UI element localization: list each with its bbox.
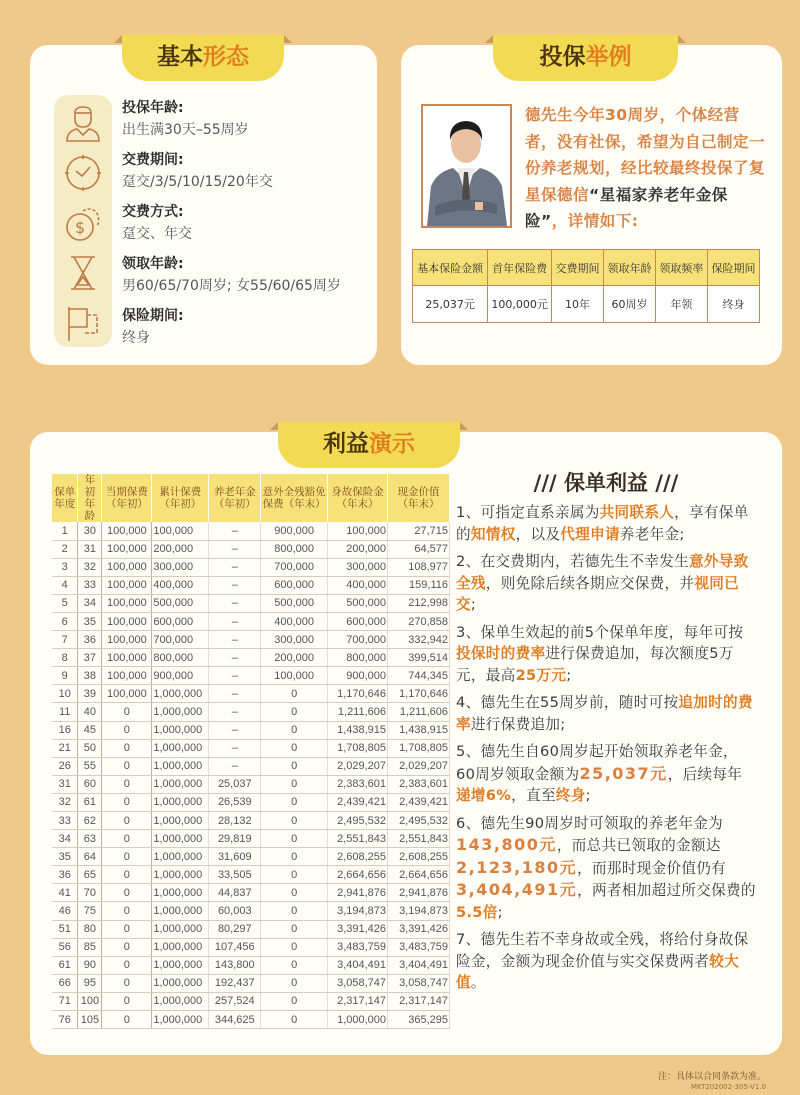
- table-cell: 3,058,747: [328, 974, 388, 992]
- table-cell: 2,495,532: [388, 812, 450, 830]
- table-cell: 600,000: [328, 612, 388, 630]
- table-cell: 5: [52, 594, 78, 612]
- table-row: [52, 938, 450, 956]
- table-cell: 257,524: [209, 992, 261, 1010]
- table-cell: 1,000,000: [152, 866, 209, 884]
- table-cell: 55: [78, 757, 102, 775]
- table-row: [52, 884, 450, 902]
- table-cell: –: [209, 594, 261, 612]
- table-cell: 11: [52, 703, 78, 721]
- table-cell: –: [209, 757, 261, 775]
- example-title: 投保举例: [493, 35, 678, 81]
- table-cell: 0: [261, 685, 328, 703]
- policy-benefits: [456, 467, 756, 1000]
- table-cell: 400,000: [261, 612, 328, 630]
- table-cell: 2,551,843: [388, 830, 450, 848]
- table-cell: 71: [52, 992, 78, 1010]
- policy-benefits-list: [456, 502, 756, 994]
- basic-item-entry-age: 投保年龄: 出生满30天–55周岁: [122, 100, 249, 138]
- benefit-item: 2、在交费期内，若德先生不幸发生意外导致全残，则免除后续各期应交保费，并视同已交;: [456, 553, 749, 613]
- table-cell: 100,000: [152, 522, 209, 540]
- benefit-item: 7、德先生若不幸身故或全残，将给付身故保险金，金额为现金价值与实交保费两者较大值。: [456, 931, 749, 991]
- table-cell: 1,000,000: [152, 685, 209, 703]
- benefit-item: 1、可指定直系亲属为共同联系人，享有保单的知情权，以及代理申请养老年金;: [456, 504, 749, 543]
- basic-item-payment-method: 交费方式: 趸交、年交: [122, 204, 192, 242]
- table-cell: 900,000: [328, 667, 388, 685]
- basic-item-claim-age: 领取年龄: 男60/65/70周岁; 女55/60/65周岁: [122, 256, 341, 294]
- table-cell: 700,000: [328, 631, 388, 649]
- policy-benefits-title: /// 保单利益 ///: [533, 471, 679, 495]
- table-cell: 0: [261, 956, 328, 974]
- table-cell: 300,000: [152, 558, 209, 576]
- table-cell: 0: [261, 920, 328, 938]
- plan-summary-table: [412, 249, 760, 323]
- table-cell: 2,383,601: [388, 775, 450, 793]
- table-cell: 100,000: [102, 576, 152, 594]
- table-cell: 0: [261, 1011, 328, 1029]
- table-cell: 200,000: [152, 540, 209, 558]
- table-cell: 44,837: [209, 884, 261, 902]
- table-cell: 0: [261, 721, 328, 739]
- table-row: [52, 522, 450, 540]
- example-card: [401, 45, 782, 365]
- table-cell: –: [209, 576, 261, 594]
- table-cell: 0: [102, 775, 152, 793]
- table-cell: 192,437: [209, 974, 261, 992]
- table-cell: 2,941,876: [328, 884, 388, 902]
- table-cell: 90: [78, 956, 102, 974]
- coins-icon: [63, 203, 103, 243]
- table-cell: 64: [78, 848, 102, 866]
- table-row: [52, 631, 450, 649]
- person-portrait-icon: [423, 106, 510, 226]
- table-cell: 0: [261, 830, 328, 848]
- table-cell: 500,000: [328, 594, 388, 612]
- table-row: [52, 866, 450, 884]
- table-cell: 36: [78, 631, 102, 649]
- table-cell: 41: [52, 884, 78, 902]
- table-cell: 35: [52, 848, 78, 866]
- table-cell: 0: [102, 866, 152, 884]
- table-cell: 1,000,000: [152, 902, 209, 920]
- table-cell: 2,608,255: [388, 848, 450, 866]
- table-cell: 33: [52, 812, 78, 830]
- table-cell: 1,000,000: [152, 721, 209, 739]
- table-cell: 399,514: [388, 649, 450, 667]
- table-cell: 0: [102, 956, 152, 974]
- table-cell: 1,000,000: [152, 956, 209, 974]
- table-cell: 33,505: [209, 866, 261, 884]
- table-row: [52, 974, 450, 992]
- table-cell: 1,211,606: [388, 703, 450, 721]
- table-cell: –: [209, 558, 261, 576]
- table-cell: 45: [78, 721, 102, 739]
- table-cell: 105: [78, 1011, 102, 1029]
- table-cell: –: [209, 739, 261, 757]
- demo-table-body: [52, 522, 450, 1029]
- table-row: [52, 920, 450, 938]
- table-cell: 0: [261, 757, 328, 775]
- table-row: [52, 956, 450, 974]
- table-cell: 1,000,000: [152, 830, 209, 848]
- table-cell: 700,000: [152, 631, 209, 649]
- table-cell: 800,000: [328, 649, 388, 667]
- icon-column: [54, 95, 112, 347]
- basic-info-title: 基本形态: [122, 35, 284, 81]
- table-cell: 500,000: [261, 594, 328, 612]
- example-story: 德先生今年30周岁，个体经营者，没有社保，希望为自己制定一份养老规划，经比较最终投保了复星保德信“星福家养老年金保险”，详情如下:: [525, 106, 766, 230]
- table-cell: 0: [102, 721, 152, 739]
- table-cell: 3,391,426: [388, 920, 450, 938]
- table-cell: 0: [102, 938, 152, 956]
- table-cell: 0: [261, 775, 328, 793]
- table-row: [52, 812, 450, 830]
- basic-item-coverage-period: 保险期间: 终身: [122, 308, 184, 346]
- table-cell: –: [209, 649, 261, 667]
- table-cell: 66: [52, 974, 78, 992]
- table-cell: 0: [102, 848, 152, 866]
- table-cell: 0: [102, 757, 152, 775]
- table-cell: 0: [102, 884, 152, 902]
- table-cell: 34: [52, 830, 78, 848]
- table-cell: 0: [102, 974, 152, 992]
- table-cell: 100,000: [102, 594, 152, 612]
- demo-header-cell: 养老年金 （年初）: [209, 474, 261, 522]
- table-cell: 31,609: [209, 848, 261, 866]
- table-row: [52, 594, 450, 612]
- table-cell: 70: [78, 884, 102, 902]
- table-cell: 31: [78, 540, 102, 558]
- table-cell: 2,439,421: [388, 793, 450, 811]
- table-cell: 32: [52, 793, 78, 811]
- table-cell: 800,000: [152, 649, 209, 667]
- table-cell: 212,998: [388, 594, 450, 612]
- table-cell: 0: [102, 812, 152, 830]
- table-cell: 100,000: [102, 631, 152, 649]
- table-cell: 1,000,000: [152, 703, 209, 721]
- table-cell: 65: [78, 866, 102, 884]
- table-cell: 900,000: [152, 667, 209, 685]
- table-cell: 500,000: [152, 594, 209, 612]
- table-cell: 51: [52, 920, 78, 938]
- table-row: [52, 612, 450, 630]
- table-cell: –: [209, 631, 261, 649]
- table-cell: 3,194,873: [388, 902, 450, 920]
- plan-value-row: 25,037元 100,000元 10年 60周岁 年领 终身: [413, 286, 760, 323]
- table-cell: 900,000: [261, 522, 328, 540]
- table-cell: 2,495,532: [328, 812, 388, 830]
- table-cell: 80,297: [209, 920, 261, 938]
- table-cell: 800,000: [261, 540, 328, 558]
- table-cell: –: [209, 667, 261, 685]
- table-cell: 80: [78, 920, 102, 938]
- table-cell: 332,942: [388, 631, 450, 649]
- demo-header-cell: 意外全残豁免 保费（年末）: [261, 474, 328, 522]
- table-row: [52, 540, 450, 558]
- table-cell: 400,000: [152, 576, 209, 594]
- table-cell: 36: [52, 866, 78, 884]
- table-cell: 30: [78, 522, 102, 540]
- customer-photo: [421, 104, 512, 228]
- table-cell: 3,483,759: [328, 938, 388, 956]
- plan-header-row: 基本保险金额 首年保险费 交费期间 领取年龄 领取频率 保险期间: [413, 250, 760, 286]
- table-cell: 38: [78, 667, 102, 685]
- table-cell: 100,000: [102, 649, 152, 667]
- table-cell: 0: [102, 920, 152, 938]
- table-cell: 27,715: [388, 522, 450, 540]
- table-row: [52, 703, 450, 721]
- table-cell: 1,000,000: [152, 938, 209, 956]
- demo-header-cell: 年初 年龄: [78, 474, 102, 522]
- table-cell: 60: [78, 775, 102, 793]
- table-cell: 100: [78, 992, 102, 1010]
- table-cell: 1,708,805: [328, 739, 388, 757]
- table-cell: 100,000: [102, 612, 152, 630]
- table-cell: 0: [102, 793, 152, 811]
- table-cell: 143,800: [209, 956, 261, 974]
- table-cell: 2,029,207: [328, 757, 388, 775]
- table-cell: 64,577: [388, 540, 450, 558]
- flag-icon: [63, 303, 103, 343]
- table-cell: 1,170,646: [388, 685, 450, 703]
- table-row: [52, 649, 450, 667]
- table-cell: –: [209, 721, 261, 739]
- table-cell: 4: [52, 576, 78, 594]
- table-cell: 0: [261, 902, 328, 920]
- table-cell: 1,708,805: [388, 739, 450, 757]
- table-cell: 63: [78, 830, 102, 848]
- table-cell: 35: [78, 612, 102, 630]
- table-row: [52, 685, 450, 703]
- table-cell: 50: [78, 739, 102, 757]
- table-cell: 0: [261, 812, 328, 830]
- table-cell: 744,345: [388, 667, 450, 685]
- table-cell: 16: [52, 721, 78, 739]
- table-cell: 600,000: [261, 576, 328, 594]
- table-cell: 9: [52, 667, 78, 685]
- table-cell: 200,000: [261, 649, 328, 667]
- demo-header-cell: 现金价值 （年末）: [388, 474, 450, 522]
- table-cell: 1: [52, 522, 78, 540]
- table-cell: 100,000: [102, 685, 152, 703]
- table-cell: 1,000,000: [152, 793, 209, 811]
- table-cell: 0: [261, 793, 328, 811]
- table-cell: 39: [78, 685, 102, 703]
- svg-text:$: $: [75, 218, 86, 237]
- table-cell: 344,625: [209, 1011, 261, 1029]
- table-cell: 1,000,000: [152, 757, 209, 775]
- table-cell: 2,029,207: [388, 757, 450, 775]
- table-cell: 1,000,000: [328, 1011, 388, 1029]
- table-cell: 2,608,255: [328, 848, 388, 866]
- table-cell: 1,000,000: [152, 848, 209, 866]
- table-cell: 2,941,876: [388, 884, 450, 902]
- table-cell: 2: [52, 540, 78, 558]
- table-cell: 1,000,000: [152, 739, 209, 757]
- table-cell: 100,000: [102, 558, 152, 576]
- table-cell: 34: [78, 594, 102, 612]
- table-cell: 0: [261, 848, 328, 866]
- table-cell: 1,438,915: [328, 721, 388, 739]
- table-cell: 700,000: [261, 558, 328, 576]
- table-cell: 7: [52, 631, 78, 649]
- table-cell: 3,404,491: [388, 956, 450, 974]
- table-cell: –: [209, 612, 261, 630]
- table-cell: 1,000,000: [152, 1011, 209, 1029]
- table-cell: 31: [52, 775, 78, 793]
- table-cell: 3,194,873: [328, 902, 388, 920]
- table-cell: 95: [78, 974, 102, 992]
- table-cell: 1,000,000: [152, 812, 209, 830]
- table-cell: 21: [52, 739, 78, 757]
- table-row: [52, 576, 450, 594]
- table-cell: 76: [52, 1011, 78, 1029]
- table-cell: 2,317,147: [328, 992, 388, 1010]
- table-cell: 26,539: [209, 793, 261, 811]
- table-cell: 2,551,843: [328, 830, 388, 848]
- table-cell: 1,211,606: [328, 703, 388, 721]
- table-cell: 26: [52, 757, 78, 775]
- table-cell: 0: [102, 830, 152, 848]
- table-cell: 100,000: [102, 667, 152, 685]
- table-cell: 200,000: [328, 540, 388, 558]
- table-cell: 0: [102, 992, 152, 1010]
- table-cell: 0: [102, 739, 152, 757]
- table-cell: 3,391,426: [328, 920, 388, 938]
- benefit-item: 6、德先生90周岁时可领取的养老年金为143,800元，而总共已领取的金额达2,123,180元，而那时现金价值仍有3,404,491元，两者相加超过所交保费的5.5倍;: [456, 814, 756, 921]
- table-cell: 46: [52, 902, 78, 920]
- table-cell: 0: [102, 902, 152, 920]
- table-cell: 25,037: [209, 775, 261, 793]
- table-cell: –: [209, 540, 261, 558]
- table-cell: 2,664,656: [328, 866, 388, 884]
- demo-header-row: [52, 474, 450, 522]
- table-row: [52, 775, 450, 793]
- table-cell: 61: [52, 956, 78, 974]
- person-icon: [63, 103, 103, 143]
- table-cell: 1,000,000: [152, 974, 209, 992]
- footnote: 注：具体以合同条款为准。 MKT202002-305-V1.0: [657, 1072, 766, 1091]
- table-cell: 3,483,759: [388, 938, 450, 956]
- table-cell: 37: [78, 649, 102, 667]
- table-cell: 61: [78, 793, 102, 811]
- table-row: [52, 830, 450, 848]
- table-cell: 0: [261, 938, 328, 956]
- table-cell: 2,317,147: [388, 992, 450, 1010]
- benefit-item: 4、德先生在55周岁前，随时可按追加时的费率进行保费追加;: [456, 694, 753, 733]
- table-cell: 2,383,601: [328, 775, 388, 793]
- table-cell: 100,000: [328, 522, 388, 540]
- demo-header-cell: 身故保险金 （年末）: [328, 474, 388, 522]
- demo-header-cell: 累计保费 （年初）: [152, 474, 209, 522]
- table-cell: 0: [261, 703, 328, 721]
- table-cell: 33: [78, 576, 102, 594]
- table-cell: 270,858: [388, 612, 450, 630]
- table-cell: 40: [78, 703, 102, 721]
- demo-header-cell: 保单 年度: [52, 474, 78, 522]
- basic-info-list: [122, 97, 372, 357]
- table-cell: 0: [102, 703, 152, 721]
- basic-item-payment-period: 交费期间: 趸交/3/5/10/15/20年交: [122, 152, 273, 190]
- table-cell: 3,404,491: [328, 956, 388, 974]
- table-cell: 8: [52, 649, 78, 667]
- table-cell: 3: [52, 558, 78, 576]
- table-cell: 1,000,000: [152, 775, 209, 793]
- table-cell: 108,977: [388, 558, 450, 576]
- table-cell: 0: [261, 992, 328, 1010]
- table-cell: 0: [261, 739, 328, 757]
- table-cell: 2,664,656: [388, 866, 450, 884]
- table-cell: 0: [261, 884, 328, 902]
- table-cell: 0: [102, 1011, 152, 1029]
- table-cell: 0: [261, 866, 328, 884]
- table-cell: 85: [78, 938, 102, 956]
- table-cell: 56: [52, 938, 78, 956]
- table-cell: 1,000,000: [152, 920, 209, 938]
- table-cell: 365,295: [388, 1011, 450, 1029]
- table-row: [52, 757, 450, 775]
- table-row: [52, 793, 450, 811]
- table-cell: 10: [52, 685, 78, 703]
- table-cell: 1,438,915: [388, 721, 450, 739]
- basic-info-card: [30, 45, 377, 365]
- table-cell: 0: [261, 974, 328, 992]
- table-cell: 159,116: [388, 576, 450, 594]
- table-cell: 300,000: [328, 558, 388, 576]
- table-row: [52, 992, 450, 1010]
- table-cell: 100,000: [102, 522, 152, 540]
- table-cell: 100,000: [102, 540, 152, 558]
- table-cell: 29,819: [209, 830, 261, 848]
- table-cell: 28,132: [209, 812, 261, 830]
- table-cell: 400,000: [328, 576, 388, 594]
- table-cell: –: [209, 522, 261, 540]
- table-cell: 62: [78, 812, 102, 830]
- table-cell: 2,439,421: [328, 793, 388, 811]
- benefit-item: 5、德先生自60周岁起开始领取养老年金，60周岁领取金额为25,037元，后续每年递增6%，直至终身;: [456, 743, 743, 804]
- table-row: [52, 739, 450, 757]
- table-row: [52, 848, 450, 866]
- table-cell: 100,000: [261, 667, 328, 685]
- clock-icon: [63, 153, 103, 193]
- table-cell: 6: [52, 612, 78, 630]
- table-cell: 32: [78, 558, 102, 576]
- table-cell: –: [209, 685, 261, 703]
- benefit-item: 3、保单生效起的前5个保单年度，每年可按投保时的费率进行保费追加，每次额度5万元，最高25万元;: [456, 623, 744, 684]
- table-cell: 60,003: [209, 902, 261, 920]
- table-cell: 75: [78, 902, 102, 920]
- benefit-demo-card: [30, 432, 782, 1055]
- benefit-demo-table: [52, 474, 450, 1029]
- table-cell: 1,000,000: [152, 992, 209, 1010]
- table-cell: 600,000: [152, 612, 209, 630]
- demo-header-cell: 当期保费 （年初）: [102, 474, 152, 522]
- table-cell: 1,000,000: [152, 884, 209, 902]
- table-cell: 3,058,747: [388, 974, 450, 992]
- table-cell: –: [209, 703, 261, 721]
- table-row: [52, 721, 450, 739]
- table-row: [52, 902, 450, 920]
- benefit-demo-title: 利益演示: [278, 422, 460, 468]
- table-cell: 300,000: [261, 631, 328, 649]
- hourglass-icon: [63, 253, 103, 293]
- table-row: [52, 1011, 450, 1029]
- table-row: [52, 667, 450, 685]
- table-cell: 107,456: [209, 938, 261, 956]
- table-cell: 1,170,646: [328, 685, 388, 703]
- table-row: [52, 558, 450, 576]
